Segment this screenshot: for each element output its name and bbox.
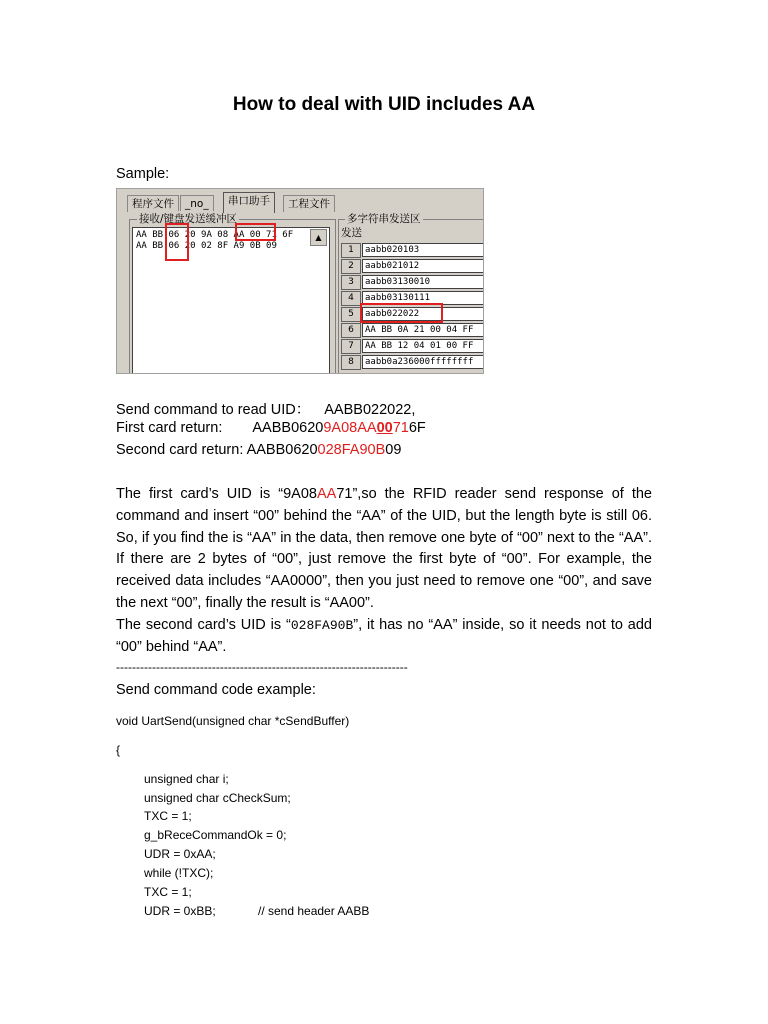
- code-line: UDR = 0xBB;: [144, 904, 216, 918]
- para-red-aa: AA: [316, 486, 337, 502]
- first-card-label: First card return:: [116, 420, 223, 436]
- command-line-2: [116, 420, 426, 436]
- code-line: TXC = 1;: [144, 809, 192, 823]
- scroll-up-arrow-icon[interactable]: ▲: [310, 229, 327, 246]
- string-field-6[interactable]: AA BB 0A 21 00 04 FF: [362, 323, 484, 337]
- send-button-3[interactable]: 3: [341, 275, 361, 290]
- string-field-8[interactable]: aabb0a236000ffffffff: [362, 355, 484, 369]
- second-card-uid: 028FA90B: [317, 442, 386, 458]
- highlight-length-byte: [165, 223, 189, 261]
- sample-label: Sample:: [116, 166, 170, 182]
- serial-assistant-screenshot: [116, 188, 484, 374]
- highlight-aa00: [235, 223, 276, 241]
- document-title: How to deal with UID includes AA: [232, 94, 536, 115]
- multi-string-group-label: 多字符串发送区: [347, 213, 421, 225]
- para-text-2: 71”,so the RFID reader send response of the command and insert “00” behind the “AA” of the UID, but the length byte is still 06. So, if you find the is “AA” in the data, then remove one byte of “00” next to the “AA”. If there are 2 bytes of “00”, just remove the first byte of “00”. For example, the received data includes “AA0000”, then you just need to remove one “00”, and save the next “00”, finally the result is “AA00”.: [116, 486, 652, 611]
- send-button-8[interactable]: 8: [341, 355, 361, 370]
- first-card-uid: 9A08AA: [323, 420, 377, 436]
- code-open-brace: {: [116, 743, 121, 757]
- send-button-1[interactable]: 1: [341, 243, 361, 258]
- string-field-3[interactable]: aabb03130010: [362, 275, 484, 289]
- string-field-4[interactable]: aabb03130111: [362, 291, 484, 305]
- second-card-label: Second card return: AABB0620: [116, 442, 318, 458]
- highlight-command: [360, 303, 443, 323]
- send-label: 发送: [341, 227, 362, 239]
- command-line-1: [116, 398, 415, 419]
- send-button-2[interactable]: 2: [341, 259, 361, 274]
- code-line: while (!TXC);: [144, 866, 214, 880]
- tab-no[interactable]: _no_: [180, 195, 214, 212]
- code-line: unsigned char i;: [144, 772, 229, 786]
- tab-program-file[interactable]: 程序文件: [127, 195, 179, 212]
- first-card-prefix: AABB0620: [252, 420, 324, 436]
- code-line: UDR = 0xAA;: [144, 847, 216, 861]
- para-text-3: The second card’s UID is “: [116, 616, 291, 633]
- explanation-paragraph: [116, 484, 652, 658]
- rx-line: AA BB 06 20 02 8F A9 0B 09: [136, 241, 277, 251]
- string-field-7[interactable]: AA BB 12 04 01 00 FF: [362, 339, 484, 353]
- code-heading: Send command code example:: [116, 682, 316, 698]
- command-value: AABB022022,: [324, 402, 416, 418]
- rx-group-label: 接收/键盘发送缓冲区: [139, 213, 238, 225]
- rx-buffer[interactable]: [132, 227, 330, 374]
- send-button-4[interactable]: 4: [341, 291, 361, 306]
- send-button-7[interactable]: 7: [341, 339, 361, 354]
- code-line: unsigned char cCheckSum;: [144, 791, 291, 805]
- code-line: g_bReceCommandOk = 0;: [144, 828, 287, 842]
- first-card-checksum: 6F: [408, 420, 426, 436]
- command-label: Send command to read UID：: [116, 402, 311, 418]
- string-field-1[interactable]: aabb020103: [362, 243, 484, 257]
- first-card-inserted: 00: [376, 420, 393, 436]
- string-field-5[interactable]: aabb022022: [362, 307, 484, 321]
- para-text-1: The first card’s UID is “9A08: [116, 486, 317, 502]
- send-button-6[interactable]: 6: [341, 323, 361, 338]
- code-line: TXC = 1;: [144, 885, 192, 899]
- second-card-checksum: 09: [385, 442, 402, 458]
- tab-serial-assistant[interactable]: 串口助手: [223, 192, 275, 213]
- divider: -------------------------------------------------------------------------: [116, 660, 408, 674]
- tab-project-file[interactable]: 工程文件: [283, 195, 335, 212]
- para-text-4: ”, it has no “AA” inside, so it needs not to add “00” behind “AA”.: [116, 616, 652, 655]
- rx-line: AA BB 06 20 9A 08 AA 00 71 6F: [136, 230, 294, 240]
- command-line-3: [116, 442, 401, 458]
- string-field-2[interactable]: aabb021012: [362, 259, 484, 273]
- first-card-uid-tail: 71: [392, 420, 409, 436]
- para-mono-uid: 028FA90B: [290, 617, 354, 633]
- code-comment: // send header AABB: [258, 904, 370, 918]
- code-signature: void UartSend(unsigned char *cSendBuffer): [116, 714, 350, 728]
- send-button-5[interactable]: 5: [341, 307, 361, 322]
